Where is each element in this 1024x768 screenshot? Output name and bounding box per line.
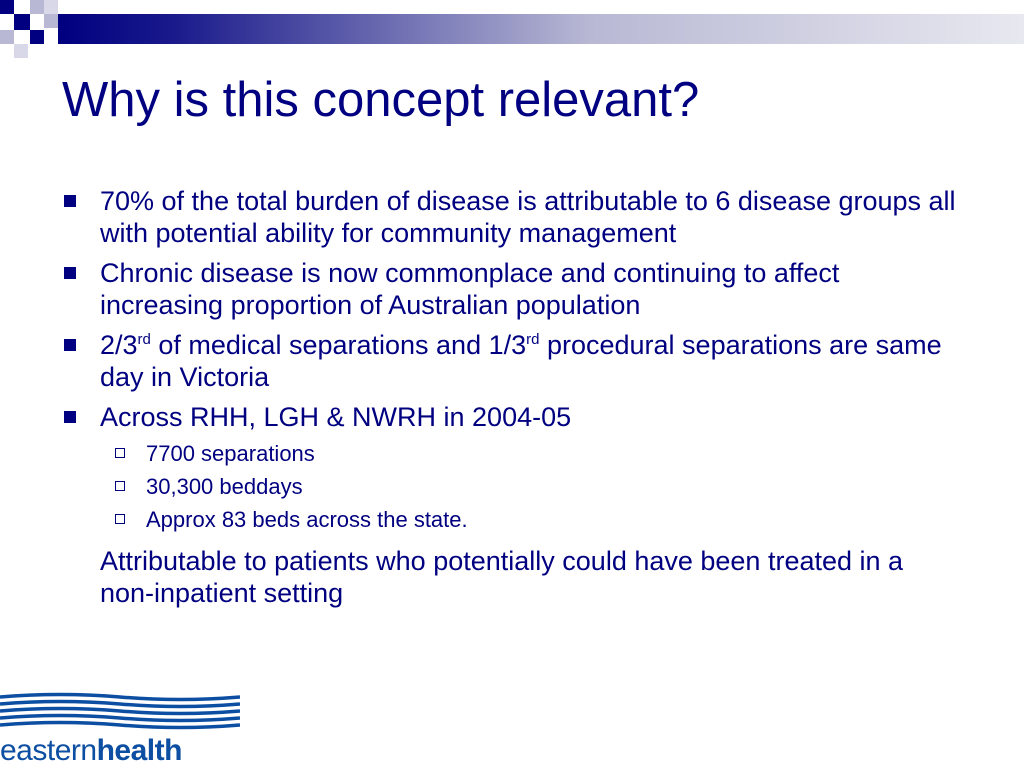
bullet-item: [62, 401, 962, 433]
bullet-text-part: of medical separations and 1/3: [150, 330, 527, 360]
hollow-square-bullet-icon: [115, 481, 125, 491]
logo-text-bold: health: [96, 734, 182, 767]
bullet-text: 70% of the total burden of disease is attributable to 6 disease groups all with potential ability for community management: [100, 186, 956, 248]
note-text: Attributable to patients who potentially could have been treated in a non-inpatient setting: [100, 546, 904, 608]
sub-bullet-text: Approx 83 beds across the state.: [146, 507, 468, 532]
bullet-text-part: 2/3: [100, 330, 138, 360]
bullet-text: Chronic disease is now commonplace and continuing to affect increasing proportion of Australian population: [100, 258, 840, 320]
superscript: rd: [526, 331, 540, 348]
hollow-square-bullet-icon: [115, 514, 125, 524]
square-bullet-icon: [64, 267, 76, 279]
sub-bullet-item: [62, 507, 962, 533]
title-bar-gradient: [58, 14, 1024, 44]
eastern-health-logo: [0, 692, 240, 768]
superscript: rd: [137, 331, 151, 348]
sub-bullet-item: [62, 474, 962, 500]
logo-text-light: eastern: [0, 734, 97, 767]
bullet-text-part: procedural separations are same day in Victoria: [100, 330, 942, 392]
square-bullet-icon: [64, 195, 76, 207]
square-bullet-icon: [64, 411, 76, 423]
sub-bullet-text: 30,300 beddays: [146, 474, 303, 499]
bullet-item: [62, 257, 962, 321]
bullet-item: [62, 329, 962, 393]
slide-content: [62, 185, 962, 609]
slide-title: Why is this concept relevant?: [62, 73, 700, 127]
sub-bullet-item: [62, 441, 962, 467]
square-bullet-icon: [64, 339, 76, 351]
logo-text: [0, 734, 182, 768]
hollow-square-bullet-icon: [115, 448, 125, 458]
bullet-item: [62, 185, 962, 249]
sub-bullet-text: 7700 separations: [146, 441, 315, 466]
bullet-text: Across RHH, LGH & NWRH in 2004-05: [100, 402, 572, 432]
wave-lines-icon: [0, 692, 240, 734]
